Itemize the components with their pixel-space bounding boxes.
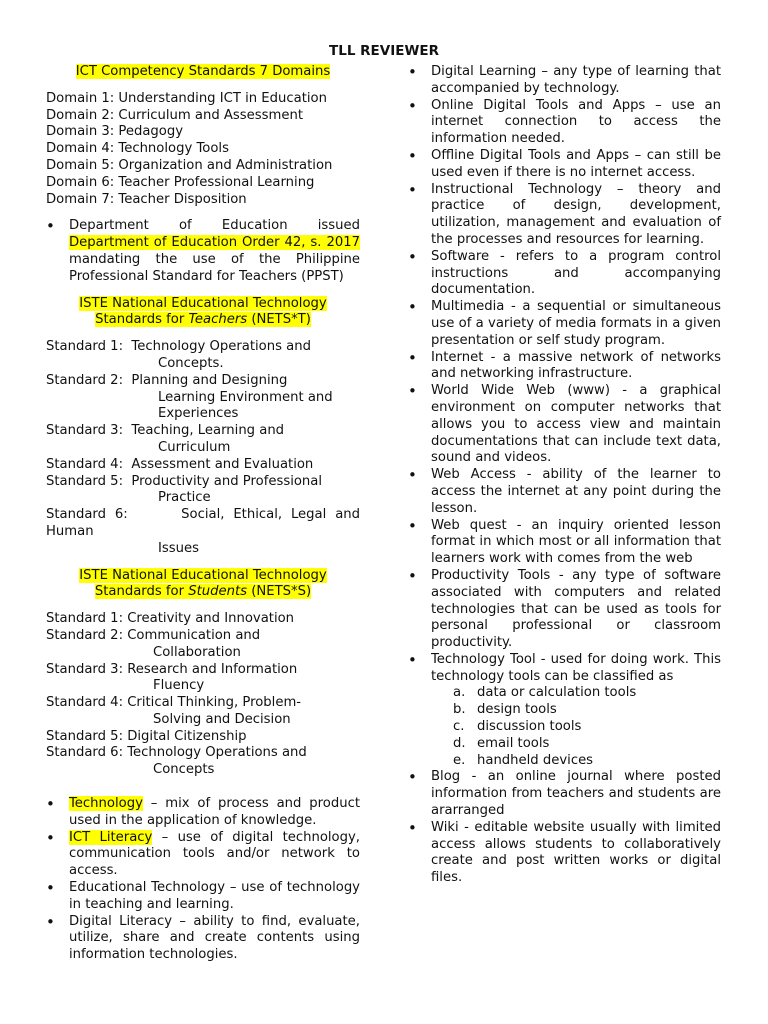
term-item: • Offline Digital Tools and Apps – can still be used even if there is no internet access.: [408, 148, 721, 182]
nets-s-standard: Standard 3: Research and Information Fluency: [46, 661, 298, 694]
term-item: • Multimedia - a sequential or simultaneous use of a variety of media formats in a given presentation or self study program.: [408, 299, 721, 349]
deped-order-item: [46, 218, 360, 285]
term-item: [408, 652, 721, 770]
term-item: • Web quest - an inquiry oriented lesson format in which most or all information that learners work with comes from the web: [408, 518, 721, 568]
nets-s-list: [46, 611, 360, 779]
technology-tool-text: Technology Tool - used for doing work. This technology tools can be classified as: [431, 651, 721, 684]
deped-text-pre: Department of Education issued: [69, 218, 360, 234]
nets-t-list: [46, 339, 360, 557]
term-item: • Software - refers to a program control instructions and accompanying documentation.: [408, 249, 721, 299]
nets-s-heading: [46, 568, 360, 602]
domain-item: Domain 4: Technology Tools: [46, 141, 229, 157]
nets-t-standard: Standard 3: Teaching, Learning and Curriculum: [46, 423, 285, 455]
tool-type-item: b. design tools: [453, 702, 557, 718]
definition-text: – use of technology in teaching and learning.: [69, 880, 360, 912]
domain-item: Domain 6: Teacher Professional Learning: [46, 174, 315, 190]
definition-text: – mix of process and product used in the application of knowledge.: [69, 796, 360, 828]
ict-competency-heading: [46, 64, 360, 81]
definition-text: – use of digital technology, communication tools and/or network to access.: [69, 829, 360, 879]
nets-s-standard: Standard 4: Critical Thinking, Problem- Solving and Decision: [46, 695, 302, 727]
definition-term: ICT Literacy: [69, 829, 153, 845]
left-column: [46, 64, 360, 964]
term-item: • Online Digital Tools and Apps – use an internet connection to access the information needed.: [408, 98, 721, 148]
domain-item: Domain 3: Pedagogy: [46, 124, 184, 140]
term-item: • Blog - an online journal where posted information from teachers and students are ararranged: [408, 769, 721, 819]
tool-type-item: e. handheld devices: [453, 752, 594, 768]
terms-list: [408, 64, 721, 887]
domain-item: Domain 7: Teacher Disposition: [46, 191, 247, 207]
term-item: • Wiki - editable website usually with limited access allows students to collaboratively create and post written works or digital files.: [408, 820, 721, 887]
definition-text: – ability to find, evaluate, utilize, share and create contents using information technologies.: [69, 913, 360, 963]
nets-s-standard: Standard 1: Creativity and Innovation: [46, 611, 295, 627]
term-item: • World Wide Web (www) - a graphical environment on computer networks that allows you to access view and maintain documentations that can include text data, sound and videos.: [408, 383, 721, 467]
nets-t-standard: Standard 2: Planning and Designing Learning Environment and Experiences: [46, 372, 333, 422]
definitions-list: [46, 796, 360, 964]
nets-s-heading-em: Students: [188, 584, 248, 600]
domain-item: Domain 2: Curriculum and Assessment: [46, 107, 304, 123]
nets-t-standard: Standard 5: Productivity and Professional Practice: [46, 473, 323, 506]
definition-item: [46, 830, 360, 880]
tool-type-item: d. email tools: [453, 735, 550, 751]
term-item: • Web Access - ability of the learner to access the internet at any point during the lesson.: [408, 467, 721, 517]
deped-order-highlight: Department of Education Order 42, s. 2017: [69, 235, 360, 251]
tool-type-item: c. discussion tools: [453, 719, 582, 735]
deped-text-post: mandating the use of the Philippine Professional Standard for Teachers (PPST): [69, 251, 360, 284]
term-item: • Instructional Technology – theory and practice of design, development, utilization, management and evaluation of the processes and resources for learning.: [408, 182, 721, 249]
domain-item: Domain 1: Understanding ICT in Education: [46, 90, 327, 106]
definition-term: Technology: [69, 796, 143, 812]
term-item: • Productivity Tools - any type of software associated with computers and related technologies that can be used as tools for personal professional or classroom productivity.: [408, 568, 721, 652]
deped-bullet-list: [46, 218, 360, 285]
definition-term: Educational Technology: [69, 880, 226, 896]
domain-item: Domain 5: Organization and Administration: [46, 157, 333, 173]
nets-t-heading: [46, 296, 360, 330]
nets-t-standard: Standard 6: Social, Ethical, Legal and Human Issues: [46, 507, 360, 556]
tool-type-item: a. data or calculation tools: [453, 685, 637, 701]
term-item: • Digital Learning – any type of learning that accompanied by technology.: [408, 64, 721, 98]
nets-t-standard: Standard 4: Assessment and Evaluation: [46, 456, 314, 472]
nets-s-standard: Standard 6: Technology Operations and Concepts: [46, 745, 307, 778]
nets-t-heading-b: (NETS*T): [247, 312, 311, 328]
nets-s-standard: Standard 5: Digital Citizenship: [46, 728, 247, 744]
definition-term: Digital Literacy: [69, 913, 173, 929]
nets-s-standard: Standard 2: Communication and Collaboration: [46, 627, 261, 660]
nets-t-heading-em: Teachers: [188, 312, 248, 328]
nets-t-heading-a: ISTE National Educational Technology Standards for: [79, 295, 327, 328]
nets-s-heading-a: ISTE National Educational Technology Standards for: [79, 567, 327, 600]
definition-item: [46, 880, 360, 914]
tool-types-list: [431, 685, 721, 769]
definition-item: [46, 914, 360, 964]
ict-competency-heading-text: ICT Competency Standards 7 Domains: [75, 64, 331, 79]
right-column: [408, 64, 721, 887]
definition-item: [46, 796, 360, 830]
term-item: • Internet - a massive network of networks and networking infrastructure.: [408, 350, 721, 384]
document-title: TLL REVIEWER: [329, 43, 439, 59]
nets-t-standard: Standard 1: Technology Operations and Concepts.: [46, 339, 311, 371]
domain-list: [46, 91, 360, 209]
nets-s-heading-b: (NETS*S): [247, 584, 312, 600]
